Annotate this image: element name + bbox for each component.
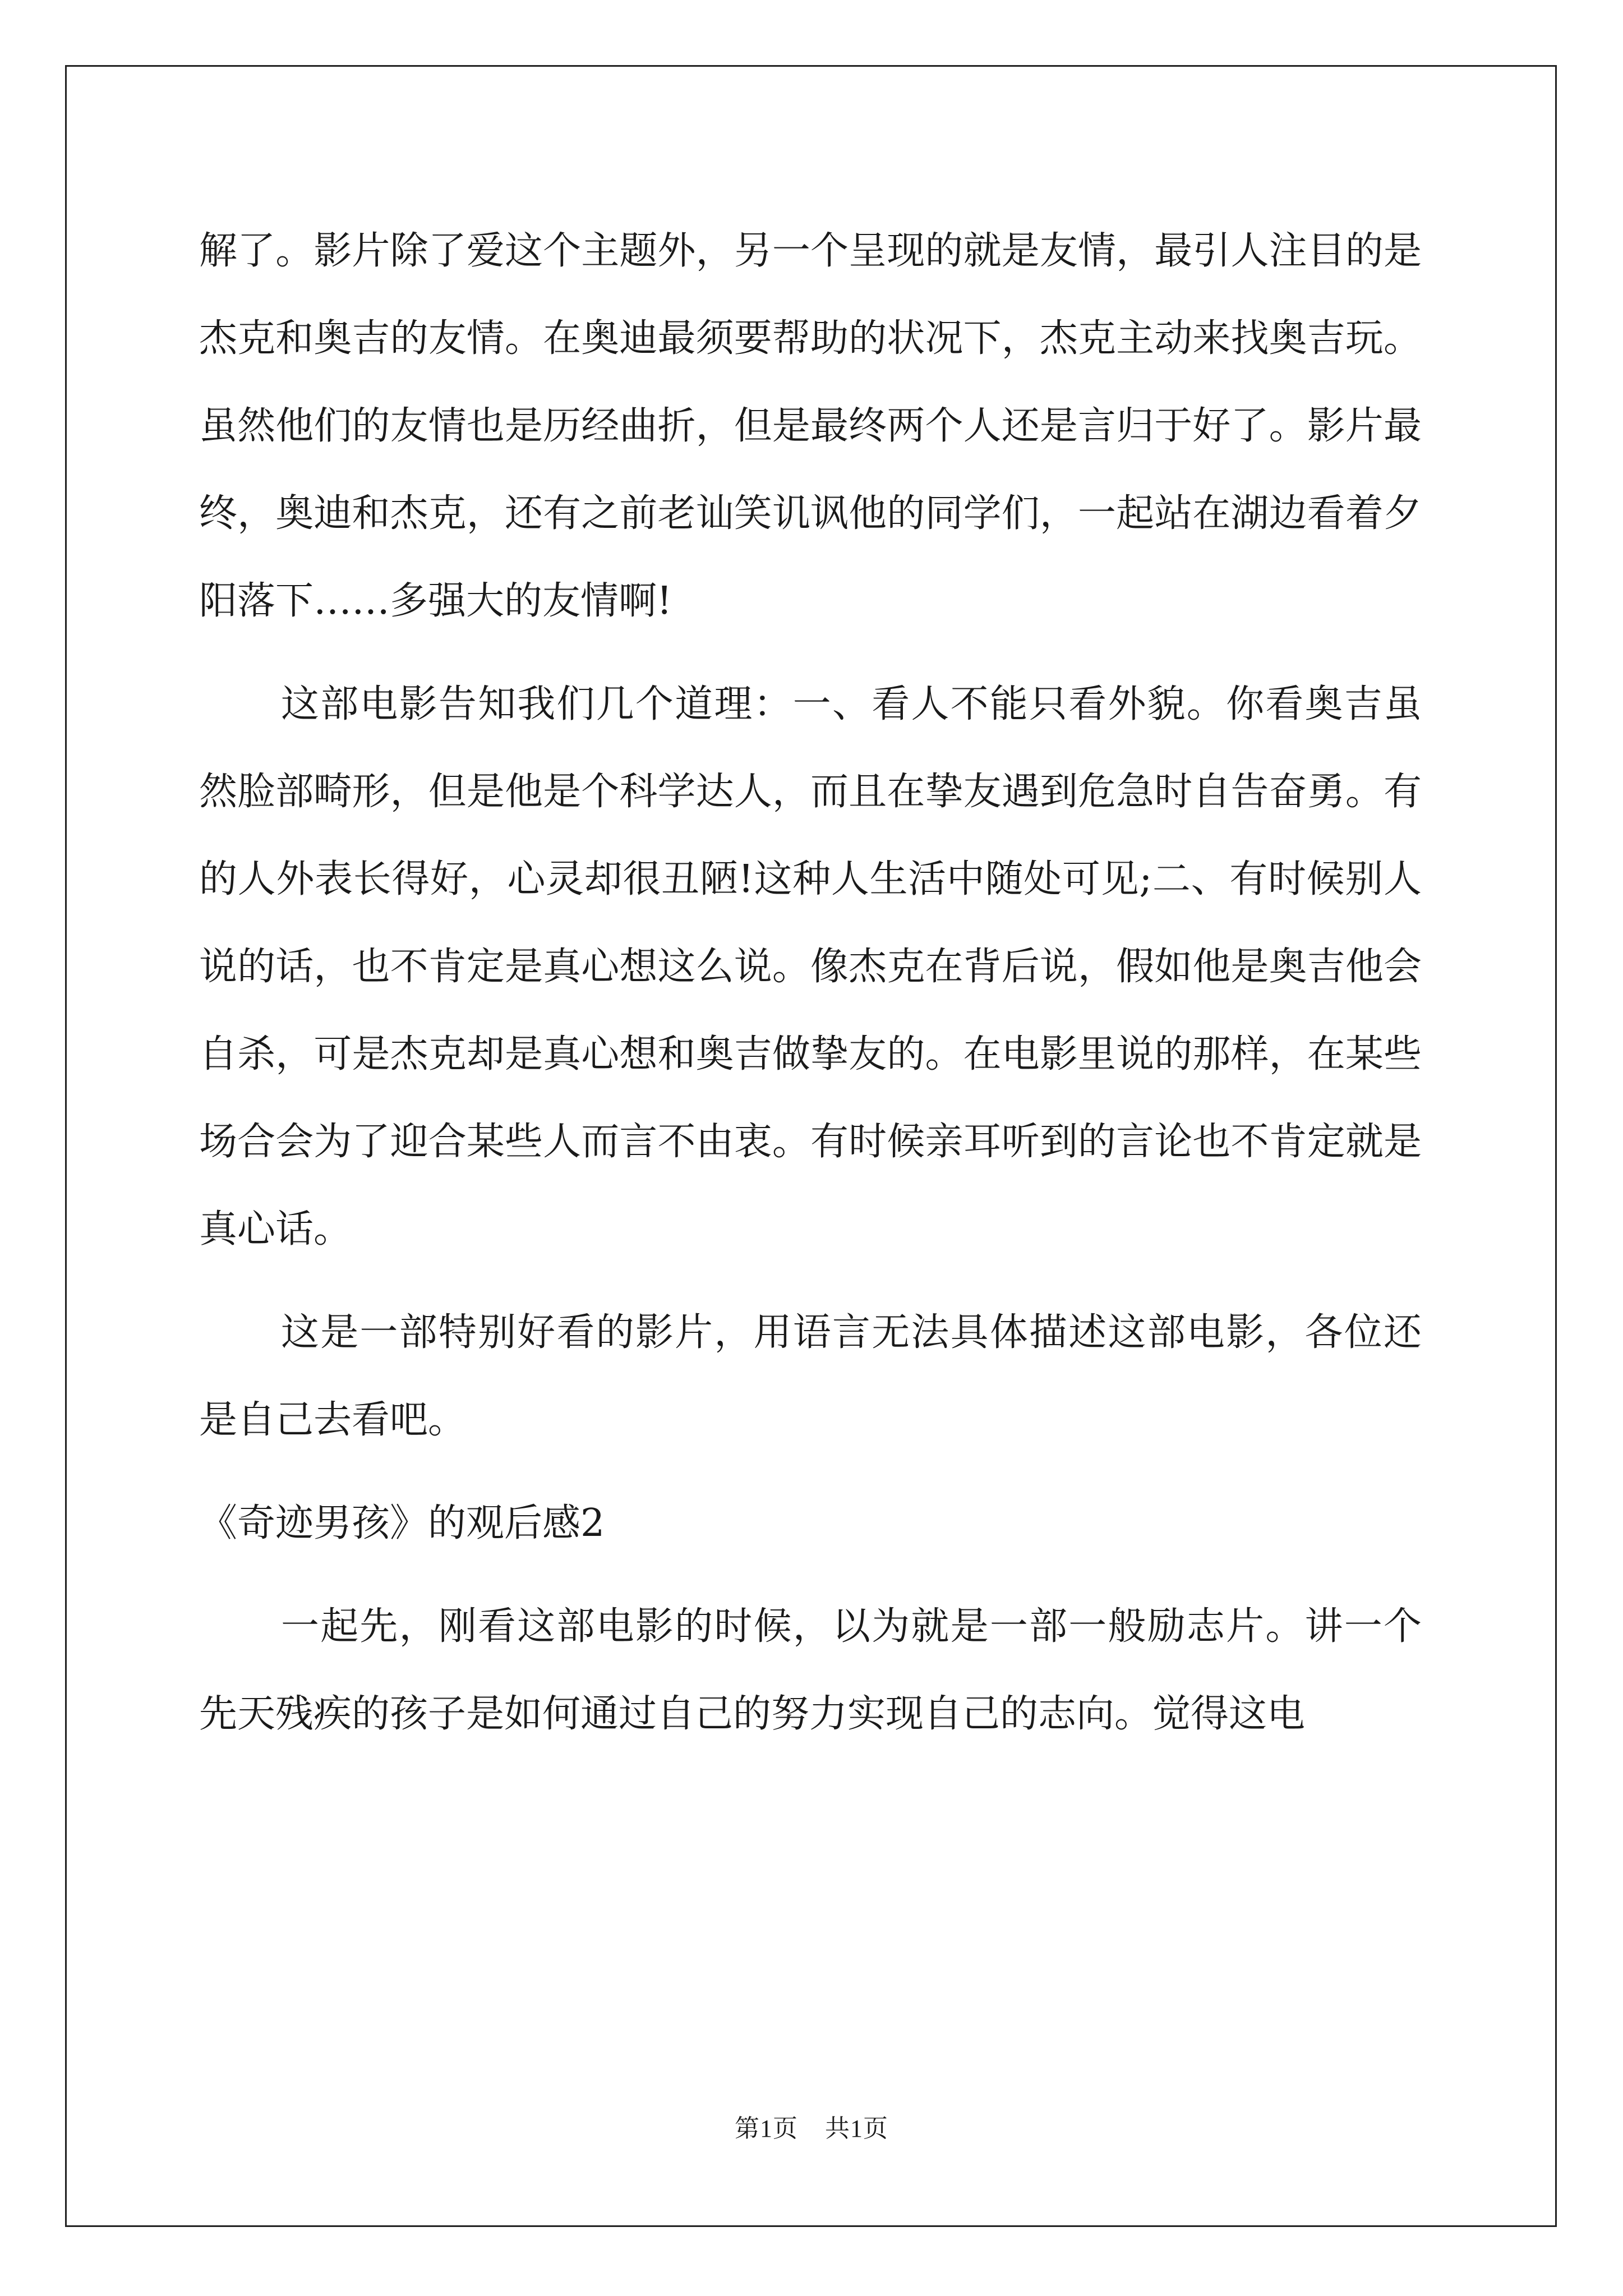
page-footer [0,2108,1623,2144]
paragraph-lessons: 这部电影告知我们几个道理：一、看人不能只看外貌。你看奥吉虽然脸部畸形，但是他是个科学达人，而且在挚友遇到危急时自告奋勇。有的人外表长得好，心灵却很丑陋!这种人生活中随处可见;二、有时候别人说的话，也不肯定是真心想这么说。像杰克在背后说，假如他是奥吉他会自杀，可是杰克却是真心想和奥吉做挚友的。在电影里说的那样，在某些场合会为了迎合某些人而言不由衷。有时候亲耳听到的言论也不肯定就是真心话。 [199,682,1422,1251]
paragraph-intro-2: 一起先，刚看这部电影的时候，以为就是一部一般励志片。讲一个先天残疾的孩子是如何通过自己的努力实现自己的志向。觉得这电 [199,1604,1422,1736]
section-heading: 《奇迹男孩》的观后感2 [199,1501,605,1545]
paragraph-continuation: 解了。影片除了爱这个主题外，另一个呈现的就是友情，最引人注目的是杰克和奥吉的友情。在奥迪最须要帮助的状况下，杰克主动来找奥吉玩。虽然他们的友情也是历经曲折，但是最终两个人还是言归于好了。影片最终，奥迪和杰克，还有之前老讪笑讥讽他的同学们，一起站在湖边看着夕阳落下……多强大的友情啊! [199,229,1422,623]
paragraph-recommendation: 这是一部特别好看的影片，用语言无法具体描述这部电影，各位还是自己去看吧。 [199,1310,1422,1442]
page-number: 第1页 [735,2115,798,2142]
document-body [199,208,1422,1774]
page-total: 共1页 [825,2115,888,2142]
